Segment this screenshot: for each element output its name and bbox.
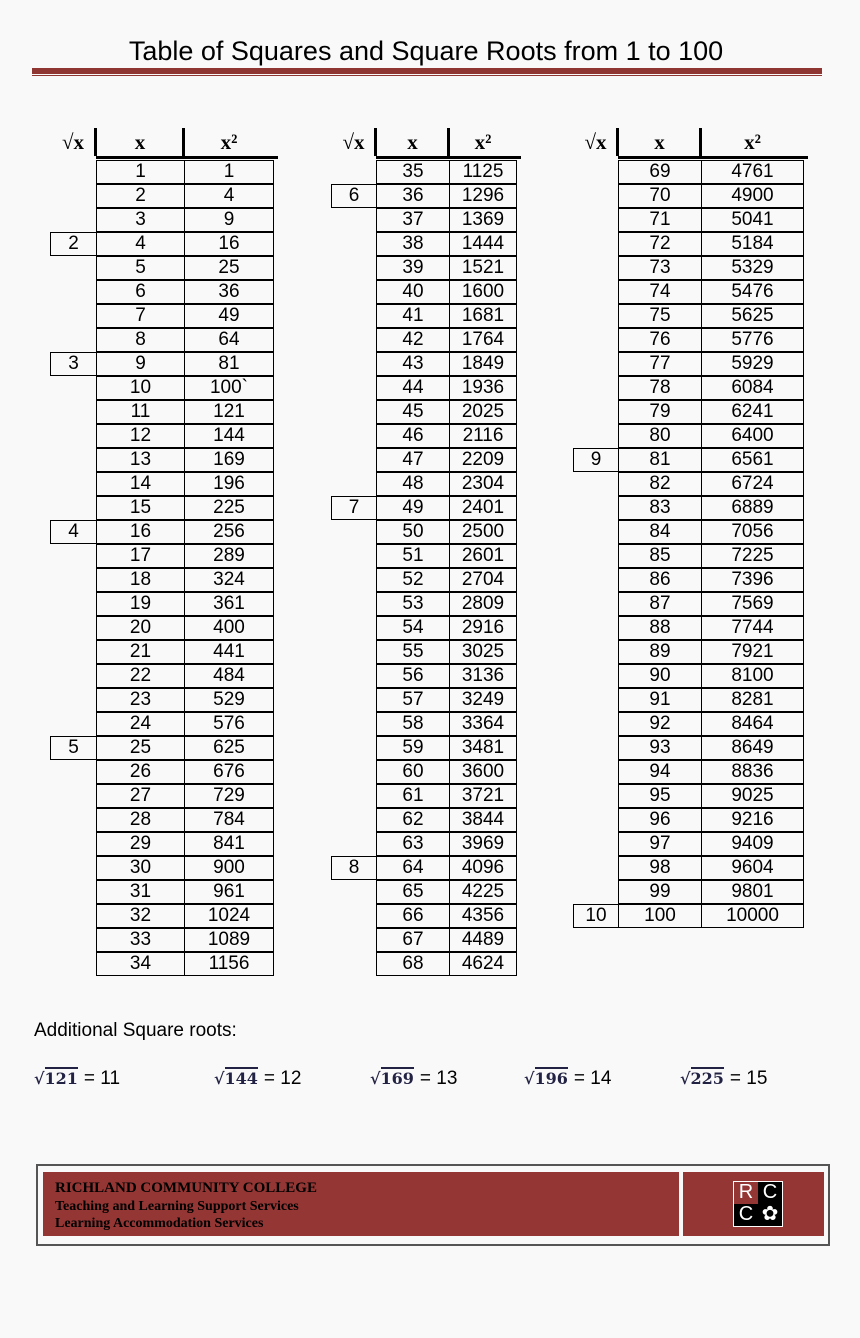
sqrt-x-header: √x <box>61 130 85 154</box>
x-squared-cell: 5041 <box>701 208 804 232</box>
x-cell: 19 <box>96 592 185 616</box>
footer-banner <box>36 1164 830 1246</box>
x-header: x <box>134 130 146 154</box>
x-squared-cell: 1764 <box>449 328 517 352</box>
x-cell: 18 <box>96 568 185 592</box>
sqrt-expression <box>34 1067 78 1088</box>
x-cell: 59 <box>376 736 450 760</box>
x-squared-cell: 576 <box>184 712 274 736</box>
x-squared-cell: 7056 <box>701 520 804 544</box>
x-cell: 85 <box>618 544 702 568</box>
x-cell: 17 <box>96 544 185 568</box>
sqrt-expression <box>524 1067 568 1088</box>
root-result: = 13 <box>419 1068 458 1089</box>
x-cell: 60 <box>376 760 450 784</box>
header-underline <box>96 156 278 159</box>
x-cell: 2 <box>96 184 185 208</box>
x-cell: 53 <box>376 592 450 616</box>
x-cell: 37 <box>376 208 450 232</box>
x-cell: 14 <box>96 472 185 496</box>
x-squared-cell: 4489 <box>449 928 517 952</box>
x-squared-cell: 225 <box>184 496 274 520</box>
x-cell: 92 <box>618 712 702 736</box>
radical-icon: √ <box>524 1069 535 1088</box>
x-squared-cell: 36 <box>184 280 274 304</box>
x-cell: 47 <box>376 448 450 472</box>
x-cell: 10 <box>96 376 185 400</box>
x-squared-cell: 6724 <box>701 472 804 496</box>
x-cell: 62 <box>376 808 450 832</box>
x-cell: 41 <box>376 304 450 328</box>
x-cell: 66 <box>376 904 450 928</box>
x-cell: 55 <box>376 640 450 664</box>
x-squared-cell: 7744 <box>701 616 804 640</box>
x-squared-cell: 64 <box>184 328 274 352</box>
x-squared-cell: 1024 <box>184 904 274 928</box>
radical-icon: √ <box>370 1069 381 1088</box>
x-squared-cell: 1156 <box>184 952 274 976</box>
x-cell: 1 <box>96 160 185 184</box>
x-squared-cell: 4761 <box>701 160 804 184</box>
x-squared-cell: 484 <box>184 664 274 688</box>
x-cell: 3 <box>96 208 185 232</box>
x-cell: 80 <box>618 424 702 448</box>
page-title: Table of Squares and Square Roots from 1 to 100 <box>128 36 724 66</box>
x-squared-cell: 5625 <box>701 304 804 328</box>
x-squared-cell: 7569 <box>701 592 804 616</box>
x-squared-cell: 3364 <box>449 712 517 736</box>
x-cell: 87 <box>618 592 702 616</box>
x-cell: 20 <box>96 616 185 640</box>
x-squared-cell: 4356 <box>449 904 517 928</box>
x-cell: 95 <box>618 784 702 808</box>
x-squared-cell: 196 <box>184 472 274 496</box>
radicand: 196 <box>534 1069 568 1088</box>
root-cell: 2 <box>50 232 97 256</box>
x-cell: 93 <box>618 736 702 760</box>
x-cell: 74 <box>618 280 702 304</box>
x-cell: 67 <box>376 928 450 952</box>
logo-letter: C <box>758 1182 782 1204</box>
x-cell: 68 <box>376 952 450 976</box>
x-squared-cell: 81 <box>184 352 274 376</box>
x-squared-cell: 169 <box>184 448 274 472</box>
x-cell: 48 <box>376 472 450 496</box>
x-squared-cell: 2401 <box>449 496 517 520</box>
x-squared-cell: 3969 <box>449 832 517 856</box>
x-cell: 58 <box>376 712 450 736</box>
x-squared-cell: 4900 <box>701 184 804 208</box>
root-result: = 15 <box>729 1068 768 1089</box>
root-cell: 9 <box>573 448 619 472</box>
x-squared-cell: 6889 <box>701 496 804 520</box>
x-cell: 96 <box>618 808 702 832</box>
x-squared-cell: 289 <box>184 544 274 568</box>
x-cell: 71 <box>618 208 702 232</box>
x-cell: 97 <box>618 832 702 856</box>
x-cell: 34 <box>96 952 185 976</box>
additional-root-item <box>680 1068 767 1090</box>
title-rule <box>32 68 822 74</box>
logo-letter: R <box>738 1181 754 1203</box>
root-cell: 6 <box>331 184 377 208</box>
x-cell: 72 <box>618 232 702 256</box>
additional-root-item <box>214 1068 301 1090</box>
leaf-icon: ✿ <box>758 1204 782 1226</box>
x-squared-cell: 3136 <box>449 664 517 688</box>
root-result: = 11 <box>83 1068 121 1089</box>
header-divider <box>94 128 97 156</box>
x-cell: 7 <box>96 304 185 328</box>
x-cell: 12 <box>96 424 185 448</box>
x-squared-cell: 1369 <box>449 208 517 232</box>
x-squared-cell: 324 <box>184 568 274 592</box>
x-squared-cell: 6561 <box>701 448 804 472</box>
x-squared-header: x² <box>220 130 238 154</box>
footer-text-panel <box>43 1172 679 1236</box>
x-squared-cell: 121 <box>184 400 274 424</box>
x-squared-cell: 2209 <box>449 448 517 472</box>
radical-icon: √ <box>214 1069 225 1088</box>
x-squared-cell: 8464 <box>701 712 804 736</box>
x-squared-cell: 625 <box>184 736 274 760</box>
x-cell: 9 <box>96 352 185 376</box>
x-cell: 100 <box>618 904 702 928</box>
x-cell: 44 <box>376 376 450 400</box>
x-cell: 29 <box>96 832 185 856</box>
x-cell: 24 <box>96 712 185 736</box>
radicand: 225 <box>690 1069 724 1088</box>
x-cell: 33 <box>96 928 185 952</box>
x-squared-header: x² <box>744 130 761 154</box>
x-squared-cell: 3025 <box>449 640 517 664</box>
x-cell: 88 <box>618 616 702 640</box>
x-squared-cell: 5776 <box>701 328 804 352</box>
additional-root-item <box>524 1068 611 1090</box>
x-header: x <box>654 130 665 154</box>
x-cell: 51 <box>376 544 450 568</box>
x-cell: 46 <box>376 424 450 448</box>
x-cell: 23 <box>96 688 185 712</box>
sqrt-x-header: √x <box>342 130 365 154</box>
x-squared-cell: 529 <box>184 688 274 712</box>
department-name: Teaching and Learning Support Services <box>55 1198 299 1214</box>
header-divider <box>182 128 185 156</box>
x-squared-cell: 4624 <box>449 952 517 976</box>
x-cell: 77 <box>618 352 702 376</box>
header-divider <box>699 128 702 156</box>
x-squared-cell: 6084 <box>701 376 804 400</box>
x-cell: 5 <box>96 256 185 280</box>
x-cell: 84 <box>618 520 702 544</box>
x-squared-cell: 8100 <box>701 664 804 688</box>
x-squared-cell: 8836 <box>701 760 804 784</box>
x-squared-cell: 9 <box>184 208 274 232</box>
sqrt-expression <box>680 1067 724 1088</box>
x-cell: 89 <box>618 640 702 664</box>
x-squared-cell: 1 <box>184 160 274 184</box>
x-squared-cell: 3481 <box>449 736 517 760</box>
x-cell: 86 <box>618 568 702 592</box>
radicand: 169 <box>380 1069 414 1088</box>
root-cell: 10 <box>573 904 619 928</box>
x-cell: 76 <box>618 328 702 352</box>
root-cell: 8 <box>331 856 377 880</box>
x-cell: 91 <box>618 688 702 712</box>
x-cell: 83 <box>618 496 702 520</box>
x-squared-cell: 8281 <box>701 688 804 712</box>
x-squared-cell: 3600 <box>449 760 517 784</box>
x-squared-cell: 1849 <box>449 352 517 376</box>
x-cell: 73 <box>618 256 702 280</box>
x-squared-cell: 1444 <box>449 232 517 256</box>
radical-icon: √ <box>680 1069 691 1088</box>
x-cell: 57 <box>376 688 450 712</box>
x-squared-cell: 1125 <box>449 160 517 184</box>
header-divider <box>374 128 377 156</box>
x-squared-cell: 3249 <box>449 688 517 712</box>
x-cell: 15 <box>96 496 185 520</box>
x-cell: 50 <box>376 520 450 544</box>
root-cell: 4 <box>50 520 97 544</box>
x-squared-cell: 2601 <box>449 544 517 568</box>
x-squared-cell: 729 <box>184 784 274 808</box>
footer-text <box>55 1180 317 1233</box>
x-cell: 75 <box>618 304 702 328</box>
root-result: = 12 <box>263 1068 302 1089</box>
x-squared-cell: 49 <box>184 304 274 328</box>
x-squared-cell: 2916 <box>449 616 517 640</box>
x-squared-cell: 9604 <box>701 856 804 880</box>
root-cell: 5 <box>50 736 97 760</box>
x-cell: 78 <box>618 376 702 400</box>
x-cell: 32 <box>96 904 185 928</box>
x-squared-cell: 1600 <box>449 280 517 304</box>
x-squared-cell: 256 <box>184 520 274 544</box>
x-squared-cell: 9801 <box>701 880 804 904</box>
sqrt-expression <box>370 1067 414 1088</box>
x-squared-cell: 3721 <box>449 784 517 808</box>
x-squared-cell: 4096 <box>449 856 517 880</box>
x-squared-cell: 441 <box>184 640 274 664</box>
radicand: 144 <box>224 1069 258 1088</box>
x-squared-cell: 1089 <box>184 928 274 952</box>
x-squared-cell: 676 <box>184 760 274 784</box>
root-cell: 3 <box>50 352 97 376</box>
x-squared-cell: 7225 <box>701 544 804 568</box>
x-cell: 65 <box>376 880 450 904</box>
x-squared-cell: 1936 <box>449 376 517 400</box>
x-cell: 43 <box>376 352 450 376</box>
x-cell: 70 <box>618 184 702 208</box>
x-cell: 36 <box>376 184 450 208</box>
header-divider <box>447 128 450 156</box>
x-cell: 90 <box>618 664 702 688</box>
x-cell: 42 <box>376 328 450 352</box>
x-squared-cell: 2500 <box>449 520 517 544</box>
x-squared-cell: 2116 <box>449 424 517 448</box>
x-squared-cell: 5184 <box>701 232 804 256</box>
header-divider <box>616 128 619 156</box>
x-header: x <box>407 130 418 154</box>
x-squared-cell: 6400 <box>701 424 804 448</box>
x-cell: 52 <box>376 568 450 592</box>
rcc-logo <box>733 1181 783 1227</box>
additional-root-item <box>370 1068 457 1090</box>
x-cell: 22 <box>96 664 185 688</box>
x-squared-cell: 8649 <box>701 736 804 760</box>
x-squared-cell: 400 <box>184 616 274 640</box>
x-cell: 25 <box>96 736 185 760</box>
x-squared-cell: 4225 <box>449 880 517 904</box>
x-squared-cell: 7396 <box>701 568 804 592</box>
x-cell: 27 <box>96 784 185 808</box>
x-squared-cell: 5929 <box>701 352 804 376</box>
x-cell: 38 <box>376 232 450 256</box>
x-squared-cell: 2809 <box>449 592 517 616</box>
x-squared-cell: 9216 <box>701 808 804 832</box>
additional-roots-label: Additional Square roots: <box>34 1020 237 1041</box>
x-squared-cell: 1296 <box>449 184 517 208</box>
header-underline <box>376 156 521 159</box>
x-cell: 69 <box>618 160 702 184</box>
x-squared-cell: 2304 <box>449 472 517 496</box>
footer-logo-panel <box>683 1172 824 1236</box>
x-squared-cell: 9025 <box>701 784 804 808</box>
x-cell: 16 <box>96 520 185 544</box>
radical-icon: √ <box>34 1069 45 1088</box>
x-squared-cell: 25 <box>184 256 274 280</box>
x-squared-cell: 6241 <box>701 400 804 424</box>
x-squared-cell: 144 <box>184 424 274 448</box>
x-cell: 13 <box>96 448 185 472</box>
sqrt-expression <box>214 1067 258 1088</box>
x-cell: 4 <box>96 232 185 256</box>
x-squared-cell: 1681 <box>449 304 517 328</box>
x-cell: 56 <box>376 664 450 688</box>
x-squared-cell: 100` <box>184 376 274 400</box>
radicand: 121 <box>44 1069 78 1088</box>
logo-letter: C <box>734 1204 758 1226</box>
x-cell: 98 <box>618 856 702 880</box>
x-cell: 94 <box>618 760 702 784</box>
x-cell: 54 <box>376 616 450 640</box>
x-cell: 79 <box>618 400 702 424</box>
x-cell: 40 <box>376 280 450 304</box>
x-squared-cell: 3844 <box>449 808 517 832</box>
x-squared-cell: 2025 <box>449 400 517 424</box>
additional-root-item <box>34 1068 120 1090</box>
x-cell: 99 <box>618 880 702 904</box>
x-cell: 39 <box>376 256 450 280</box>
sqrt-x-header: √x <box>584 130 607 154</box>
x-cell: 63 <box>376 832 450 856</box>
x-cell: 6 <box>96 280 185 304</box>
x-cell: 49 <box>376 496 450 520</box>
x-cell: 45 <box>376 400 450 424</box>
root-result: = 14 <box>573 1068 612 1089</box>
x-squared-header: x² <box>474 130 492 154</box>
x-cell: 21 <box>96 640 185 664</box>
x-cell: 64 <box>376 856 450 880</box>
x-cell: 35 <box>376 160 450 184</box>
x-cell: 26 <box>96 760 185 784</box>
x-cell: 61 <box>376 784 450 808</box>
x-squared-cell: 961 <box>184 880 274 904</box>
x-squared-cell: 900 <box>184 856 274 880</box>
x-squared-cell: 361 <box>184 592 274 616</box>
x-squared-cell: 784 <box>184 808 274 832</box>
x-cell: 81 <box>618 448 702 472</box>
x-squared-cell: 7921 <box>701 640 804 664</box>
x-squared-cell: 841 <box>184 832 274 856</box>
root-cell: 7 <box>331 496 377 520</box>
x-squared-cell: 5476 <box>701 280 804 304</box>
x-squared-cell: 9409 <box>701 832 804 856</box>
x-cell: 28 <box>96 808 185 832</box>
x-cell: 8 <box>96 328 185 352</box>
x-cell: 82 <box>618 472 702 496</box>
x-squared-cell: 2704 <box>449 568 517 592</box>
x-cell: 31 <box>96 880 185 904</box>
college-name: RICHLAND COMMUNITY COLLEGE <box>55 1180 317 1196</box>
x-squared-cell: 16 <box>184 232 274 256</box>
x-squared-cell: 10000 <box>701 904 804 928</box>
x-squared-cell: 5329 <box>701 256 804 280</box>
service-name: Learning Accommodation Services <box>55 1216 264 1231</box>
x-cell: 11 <box>96 400 185 424</box>
x-cell: 30 <box>96 856 185 880</box>
x-squared-cell: 1521 <box>449 256 517 280</box>
x-squared-cell: 4 <box>184 184 274 208</box>
header-underline <box>618 156 808 159</box>
